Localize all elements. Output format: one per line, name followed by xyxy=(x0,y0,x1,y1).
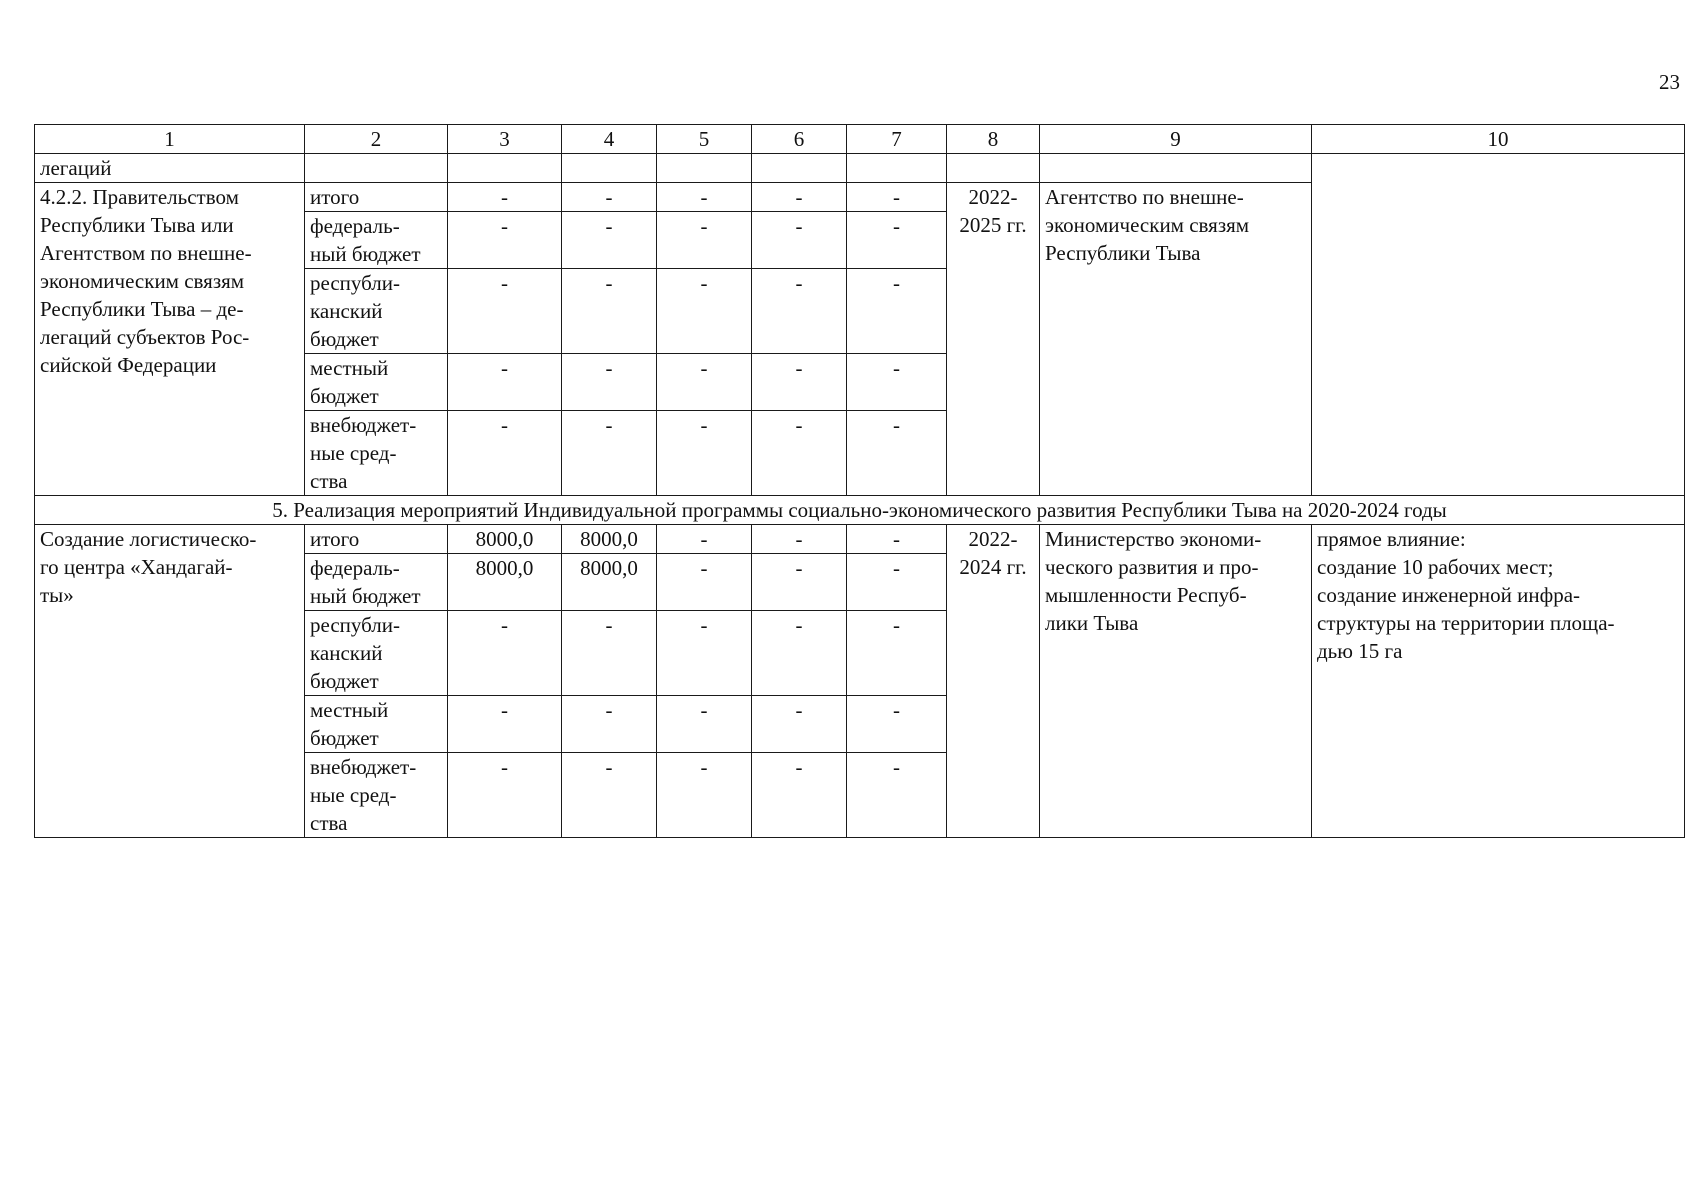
amount-cell-v5: - xyxy=(657,354,752,411)
header-col-6: 6 xyxy=(752,125,847,154)
amount-cell-v4: 8000,0 xyxy=(562,554,657,611)
funding-source-line: ный бюджет xyxy=(310,242,421,266)
amount-cell-v3: 8000,0 xyxy=(448,525,562,554)
funding-source-line: внебюджет- xyxy=(310,413,417,437)
amount-cell-v4: - xyxy=(562,183,657,212)
amount-cell-v6: - xyxy=(752,269,847,354)
section-title: 5. Реализация мероприятий Индивидуальной программы социально-экономического развития Республики Тыва на 2020-2024 годы xyxy=(35,496,1685,525)
amount-cell-v3: - xyxy=(448,354,562,411)
block2-effect-cell xyxy=(1312,525,1685,838)
funding-source xyxy=(305,183,448,212)
amount-cell-v7: - xyxy=(847,269,947,354)
amount-cell-v7: - xyxy=(847,525,947,554)
amount-cell-v7: - xyxy=(847,611,947,696)
amount-cell-v4: 8000,0 xyxy=(562,525,657,554)
amount-cell-v7: - xyxy=(847,753,947,838)
program-table xyxy=(34,124,1685,838)
amount-cell-v4: - xyxy=(562,212,657,269)
amount-cell-v3: - xyxy=(448,611,562,696)
continuation-cell xyxy=(947,154,1040,183)
continuation-cell xyxy=(562,154,657,183)
block2-effect-line: создание 10 рабочих мест; xyxy=(1317,555,1554,579)
block2-executor-line: ческого развития и про- xyxy=(1045,555,1259,579)
amount-cell-v5: - xyxy=(657,525,752,554)
funding-source-line: местный xyxy=(310,356,389,380)
block2-effect-line: дью 15 га xyxy=(1317,639,1403,663)
header-col-5: 5 xyxy=(657,125,752,154)
page-number: 23 xyxy=(1659,70,1680,94)
block2-executor-line: лики Тыва xyxy=(1045,611,1139,635)
block1-title-cell xyxy=(35,183,305,496)
header-col-8: 8 xyxy=(947,125,1040,154)
block1-executor-line: Республики Тыва xyxy=(1045,241,1201,265)
amount-cell-v5: - xyxy=(657,212,752,269)
header-col-10: 10 xyxy=(1312,125,1685,154)
funding-source-line: бюджет xyxy=(310,327,379,351)
header-col-3: 3 xyxy=(448,125,562,154)
amount-cell-v5: - xyxy=(657,611,752,696)
funding-source xyxy=(305,411,448,496)
block2-effect-line: создание инженерной инфра- xyxy=(1317,583,1581,607)
amount-cell-v6: - xyxy=(752,525,847,554)
block2-period-cell xyxy=(947,525,1040,838)
funding-source-line: ный бюджет xyxy=(310,584,421,608)
block1-title-line: экономическим связям xyxy=(40,269,245,293)
amount-cell-v3: - xyxy=(448,411,562,496)
funding-source-line: республи- xyxy=(310,613,400,637)
amount-cell-v6: - xyxy=(752,212,847,269)
amount-cell-v7: - xyxy=(847,183,947,212)
amount-cell-v6: - xyxy=(752,411,847,496)
funding-source-line: итого xyxy=(310,527,360,551)
funding-source xyxy=(305,269,448,354)
funding-source-line: бюджет xyxy=(310,669,379,693)
continuation-title: легаций xyxy=(35,154,305,183)
amount-cell-v5: - xyxy=(657,554,752,611)
amount-cell-v7: - xyxy=(847,354,947,411)
header-col-7: 7 xyxy=(847,125,947,154)
header-col-4: 4 xyxy=(562,125,657,154)
funding-source xyxy=(305,611,448,696)
header-col-9: 9 xyxy=(1040,125,1312,154)
block2-title-cell xyxy=(35,525,305,838)
funding-source-line: ные сред- xyxy=(310,441,397,465)
continuation-cell xyxy=(847,154,947,183)
amount-cell-v5: - xyxy=(657,411,752,496)
amount-cell-v7: - xyxy=(847,411,947,496)
funding-source-line: федераль- xyxy=(310,556,400,580)
block1-executor-line: экономическим связям xyxy=(1045,213,1250,237)
amount-cell-v6: - xyxy=(752,354,847,411)
block2-executor-line: мышленности Респуб- xyxy=(1045,583,1247,607)
amount-cell-v6: - xyxy=(752,696,847,753)
block1-period-line: 2025 гг. xyxy=(959,213,1027,237)
continuation-cell xyxy=(1040,154,1312,183)
amount-cell-v4: - xyxy=(562,696,657,753)
block2-row xyxy=(35,525,1685,554)
funding-source xyxy=(305,696,448,753)
amount-cell-v6: - xyxy=(752,611,847,696)
amount-cell-v3: - xyxy=(448,269,562,354)
funding-source-line: канский xyxy=(310,299,383,323)
block1-title-line: сийской Федерации xyxy=(40,353,217,377)
funding-source-line: ные сред- xyxy=(310,783,397,807)
amount-cell-v4: - xyxy=(562,753,657,838)
block2-effect-line: структуры на территории площа- xyxy=(1317,611,1615,635)
continuation-cell xyxy=(448,154,562,183)
block1-executor-line: Агентство по внешне- xyxy=(1045,185,1244,209)
funding-source-line: местный xyxy=(310,698,389,722)
header-row xyxy=(35,125,1685,154)
funding-source-line: бюджет xyxy=(310,726,379,750)
funding-source xyxy=(305,354,448,411)
block1-title-line: Республики Тыва – де- xyxy=(40,297,244,321)
funding-source-line: республи- xyxy=(310,271,400,295)
block1-title-line: Республики Тыва или xyxy=(40,213,234,237)
header-col-1: 1 xyxy=(35,125,305,154)
funding-source xyxy=(305,753,448,838)
funding-source-line: канский xyxy=(310,641,383,665)
block2-title-line: го центра «Хандагай- xyxy=(40,555,233,579)
continuation-row xyxy=(35,154,1685,183)
block2-period-line: 2022- xyxy=(968,527,1018,551)
block1-title-line: легаций субъектов Рос- xyxy=(40,325,250,349)
amount-cell-v4: - xyxy=(562,354,657,411)
continuation-cell xyxy=(305,154,448,183)
block2-executor-line: Министерство экономи- xyxy=(1045,527,1262,551)
block2-title-line: Создание логистическо- xyxy=(40,527,257,551)
block1-effect-cell xyxy=(1312,154,1685,496)
funding-source-line: федераль- xyxy=(310,214,400,238)
block2-title-line: ты» xyxy=(40,583,74,607)
amount-cell-v5: - xyxy=(657,183,752,212)
block1-title-line: Агентством по внешне- xyxy=(40,241,252,265)
amount-cell-v4: - xyxy=(562,611,657,696)
funding-source xyxy=(305,212,448,269)
amount-cell-v5: - xyxy=(657,696,752,753)
block2-executor-cell xyxy=(1040,525,1312,838)
continuation-cell xyxy=(752,154,847,183)
funding-source-line: внебюджет- xyxy=(310,755,417,779)
amount-cell-v3: - xyxy=(448,696,562,753)
header-col-2: 2 xyxy=(305,125,448,154)
block2-period-line: 2024 гг. xyxy=(959,555,1027,579)
block1-period-cell xyxy=(947,183,1040,496)
amount-cell-v3: - xyxy=(448,753,562,838)
amount-cell-v4: - xyxy=(562,411,657,496)
funding-source-line: ства xyxy=(310,811,348,835)
amount-cell-v7: - xyxy=(847,696,947,753)
amount-cell-v3: - xyxy=(448,212,562,269)
block1-period-line: 2022- xyxy=(968,185,1018,209)
section-row xyxy=(35,496,1685,525)
funding-source-line: бюджет xyxy=(310,384,379,408)
table-body xyxy=(35,125,1685,838)
block2-effect-line: прямое влияние: xyxy=(1317,527,1466,551)
amount-cell-v3: 8000,0 xyxy=(448,554,562,611)
block1-executor-cell xyxy=(1040,183,1312,496)
block1-title-line: 4.2.2. Правительством xyxy=(40,185,239,209)
amount-cell-v4: - xyxy=(562,269,657,354)
funding-source xyxy=(305,554,448,611)
funding-source xyxy=(305,525,448,554)
amount-cell-v6: - xyxy=(752,183,847,212)
amount-cell-v5: - xyxy=(657,269,752,354)
amount-cell-v3: - xyxy=(448,183,562,212)
amount-cell-v7: - xyxy=(847,554,947,611)
funding-source-line: итого xyxy=(310,185,360,209)
amount-cell-v7: - xyxy=(847,212,947,269)
amount-cell-v6: - xyxy=(752,554,847,611)
continuation-cell xyxy=(657,154,752,183)
amount-cell-v6: - xyxy=(752,753,847,838)
funding-source-line: ства xyxy=(310,469,348,493)
amount-cell-v5: - xyxy=(657,753,752,838)
